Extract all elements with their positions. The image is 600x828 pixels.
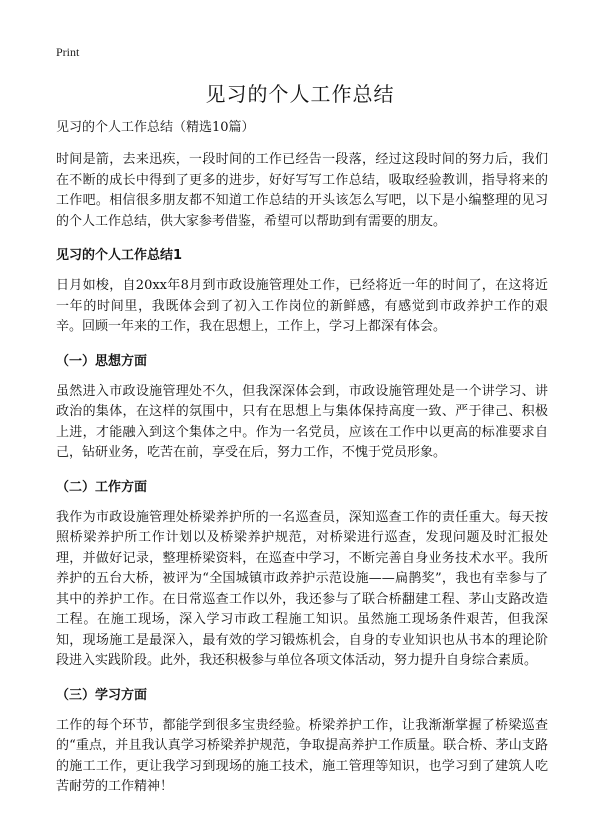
paragraph-work: 我作为市政设施管理处桥梁养护所的一名巡查员，深知巡查工作的责任重大。每天按照桥梁养护所工作计划以及桥梁养护规范，对桥梁进行巡查，发现问题及时汇报处理，并做好记录，整理桥梁资料，在巡查中学习，不断完善自身业务技术水平。我所养护的五台大桥，被评为“全国城镇市政养护示范设施——扁鹊奖”，我也有幸参与了其中的养护工作。在日常巡查工作以外，我还参与了联合桥翻建工程、茅山支路改造工程。在施工现场，深入学习市政工程施工知识。虽然施工现场条件艰苦，但我深知，现场施工是最深入，最有效的学习锻炼机会，自身的专业知识也从书本的理论阶段进入实践阶段。此外，我还积极参与单位各项文体活动，努力提升自身综合素质。 — [56, 509, 548, 668]
document-subtitle: 见习的个人工作总结（精选10篇） — [56, 120, 255, 135]
section-opening-paragraph: 日月如梭，自20xx年8月到市政设施管理处工作，已经将近一年的时间了，在这将近一年的时间里，我既体会到了初入工作岗位的新鲜感，有感觉到市政养护工作的艰辛。回顾一年来的工作，我在思想上，工作上，学习上都深有体会。 — [56, 278, 548, 334]
subheading-work: （二）工作方面 — [56, 479, 148, 495]
section-heading: 见习的个人工作总结1 — [56, 248, 183, 263]
subheading-thought: （一）思想方面 — [56, 353, 148, 369]
document-title: 见习的个人工作总结 — [205, 82, 395, 106]
paragraph-study: 工作的每个环节，都能学到很多宝贵经验。桥梁养护工作，让我渐渐掌握了桥梁巡查的“重点，并且我认真学习桥梁养护规范，争取提高养护工作质量。联合桥、茅山支路的施工工作，更让我学习到现场的施工技术，施工管理等知识，也学习到了建筑人吃苦耐劳的工作精神！ — [56, 717, 548, 794]
subheading-study: （三）学习方面 — [56, 687, 148, 703]
intro-paragraph: 时间是箭，去来迅疾，一段时间的工作已经告一段落，经过这段时间的努力后，我们在不断的成长中得到了更多的进步，好好写写工作总结，吸取经验教训，指导将来的工作吧。相信很多朋友都不知道工作总结的开头该怎么写吧，以下是小编整理的见习的个人工作总结，供大家参考借鉴，希望可以帮助到有需要的朋友。 — [56, 152, 548, 229]
paragraph-thought: 虽然进入市政设施管理处不久，但我深深体会到，市政设施管理处是一个讲学习、讲政治的集体，在这样的氛围中，只有在思想上与集体保持高度一致、严于律己、积极上进，才能融入到这个集体之中。作为一名党员，应该在工作中以更高的标准要求自己，钻研业务，吃苦在前，享受在后，努力工作，不愧于党员形象。 — [56, 383, 548, 460]
print-link[interactable]: Print — [56, 45, 80, 59]
document-body — [56, 118, 548, 812]
